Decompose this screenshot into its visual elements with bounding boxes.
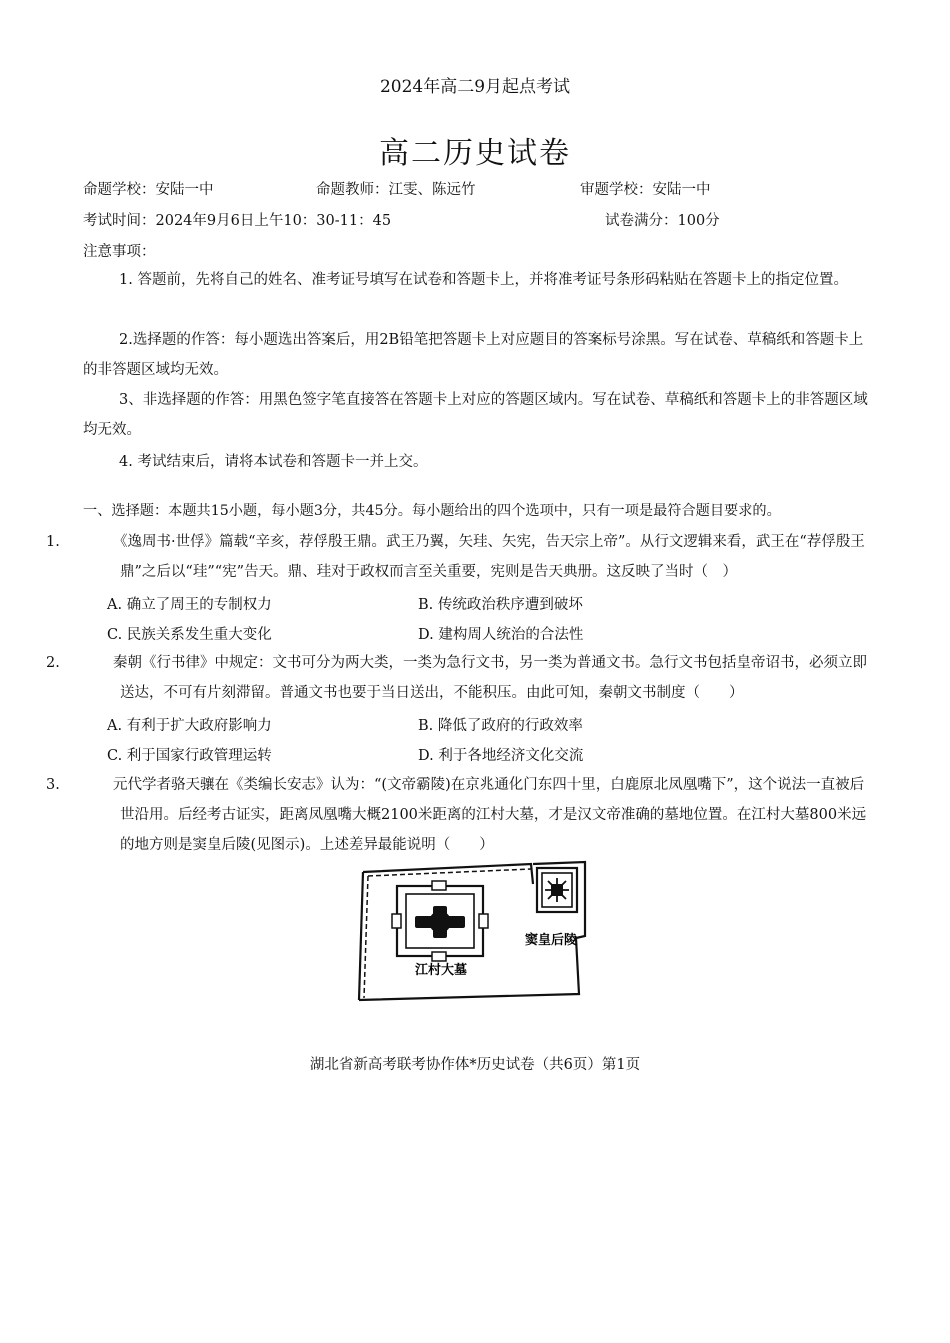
- full-score: 试卷满分：100分: [605, 213, 720, 229]
- answer-option: C. 民族关系发生重大变化: [107, 627, 272, 643]
- answer-option: B. 降低了政府的行政效率: [418, 718, 583, 734]
- answer-option: B. 传统政治秩序遭到破坏: [418, 597, 583, 613]
- label-empress-dou-tomb: 窦皇后陵: [525, 932, 578, 947]
- label-jiangcun-tomb: 江村大墓: [415, 962, 468, 977]
- answer-option: D. 建构周人统治的合法性: [418, 627, 584, 643]
- answer-option: C. 利于国家行政管理运转: [107, 748, 272, 764]
- question-text: 元代学者骆天骧在《类编长安志》认为：“(文帝霸陵)在京兆通化门东四十里，白鹿原北凤凰嘴下”，这个说法一直被后世沿用。后经考古证实，距离凤凰嘴大概2100米距离的江村大墓，才是汉文帝准确的墓地位置。在江村大墓800米远的地方则是窦皇后陵(见图示)。上述差异最能说明（ ）: [113, 777, 867, 853]
- question-number: 3.: [46, 777, 60, 793]
- question-text: 秦朝《行书律》中规定：文书可分为两大类，一类为急行文书，另一类为普通文书。急行文书包括皇帝诏书，必须立即送达，不可有片刻滞留。普通文书也要于当日送出，不能积压。由此可知，秦朝文书制度（ ）: [113, 655, 867, 701]
- note-item: 3、非选择题的作答：用黑色签字笔直接答在答题卡上对应的答题区域内。写在试卷、草稿纸和答题卡上的非答题区域均无效。: [83, 392, 868, 438]
- answer-option: A. 有利于扩大政府影响力: [107, 718, 272, 734]
- question-number: 1.: [46, 534, 60, 550]
- exam-title: 高二历史试卷: [379, 136, 571, 171]
- question-text: 《逸周书·世俘》篇载“辛亥，荐俘殷王鼎。武王乃翼，矢珪、矢宪，告天宗上帝”。从行文逻辑来看，武王在“荐俘殷王鼎”之后以“珪”“宪”告天。鼎、珪对于政权而言至关重要，宪则是告天典册。这反映了当时（ ）: [113, 534, 865, 580]
- question-stem: [46, 527, 870, 587]
- note-item: 2.选择题的作答：每小题选出答案后，用2B铅笔把答题卡上对应题目的答案标号涂黑。写在试卷、草稿纸和答题卡上的非答题区域均无效。: [83, 332, 864, 378]
- notes-heading: 注意事项：: [83, 244, 156, 260]
- reviewer-school: 审题学校：安陆一中: [580, 182, 711, 198]
- answer-option: A. 确立了周王的专制权力: [107, 597, 272, 613]
- answer-option: D. 利于各地经济文化交流: [418, 748, 584, 764]
- exam-time: 考试时间：2024年9月6日上午10：30-11：45: [83, 213, 392, 229]
- note-item: 1. 答题前，先将自己的姓名、准考证号填写在试卷和答题卡上，并将准考证号条形码粘贴在答题卡上的指定位置。: [119, 272, 848, 288]
- question-stem: [46, 648, 870, 708]
- tomb-site-map: [355, 858, 591, 1012]
- setter-school: 命题学校：安陆一中: [83, 182, 214, 198]
- note-item: 4. 考试结束后，请将本试卷和答题卡一并上交。: [119, 454, 428, 470]
- exam-subtitle: 2024年高二9月起点考试: [379, 77, 571, 97]
- page-footer: 湖北省新高考联考协作体*历史试卷（共6页）第1页: [309, 1057, 641, 1073]
- setter-teachers: 命题教师：江雯、陈远竹: [316, 182, 476, 198]
- section-heading: 一、选择题：本题共15小题，每小题3分，共45分。每小题给出的四个选项中，只有一项是最符合题目要求的。: [83, 503, 781, 519]
- question-stem: [46, 770, 870, 860]
- question-number: 2.: [46, 655, 60, 671]
